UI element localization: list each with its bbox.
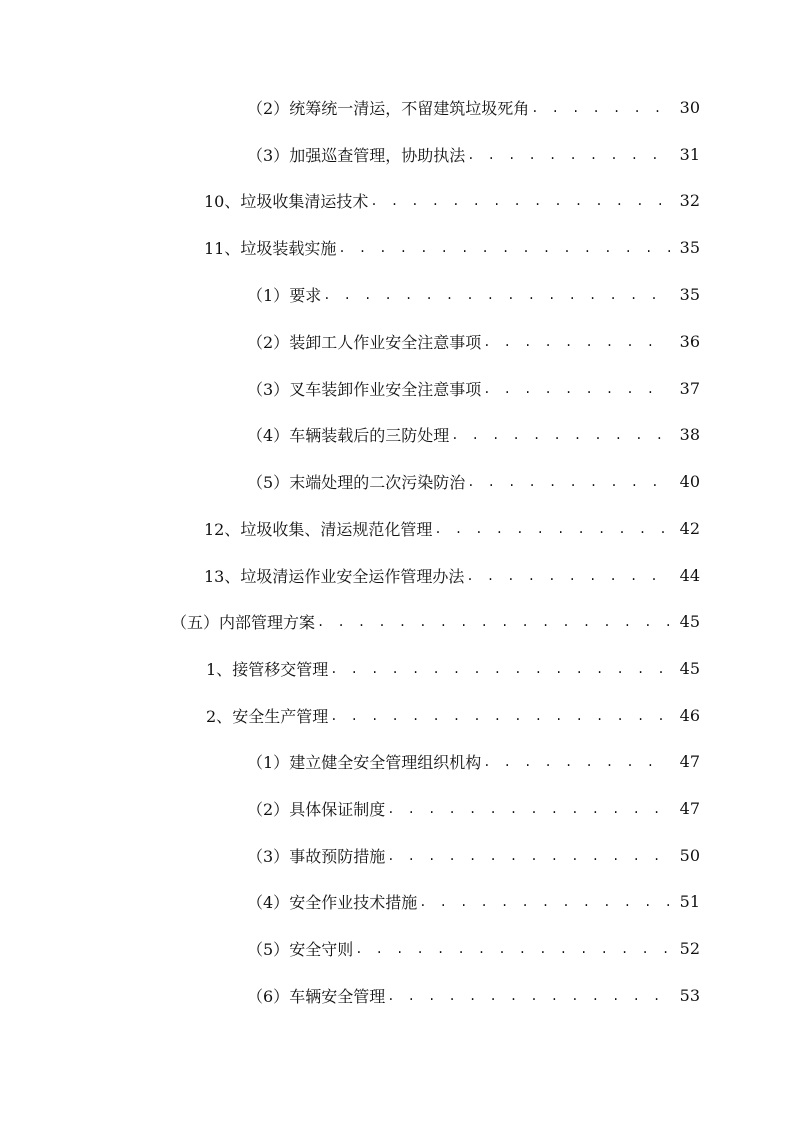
toc-entry[interactable] — [247, 421, 700, 447]
toc-entry-title: 垃圾收集清运技术 — [240, 191, 369, 211]
toc-entry-title: 安全守则 — [289, 939, 354, 959]
toc-entry-page: 30 — [679, 97, 700, 117]
toc-entry-title: 末端处理的二次污染防治 — [289, 472, 466, 492]
toc-entry-number: （1） — [247, 285, 290, 305]
toc-entry-page: 44 — [679, 565, 700, 585]
dot-leader — [338, 233, 670, 261]
toc-entry-title: 统筹统一清运，不留建筑垃圾死角 — [289, 98, 530, 118]
toc-entry-page: 46 — [679, 705, 700, 725]
toc-entry-number: 2、 — [206, 706, 233, 726]
toc-entry[interactable] — [247, 982, 700, 1008]
toc-entry[interactable] — [247, 888, 700, 914]
toc-entry-title: 车辆装载后的三防处理 — [289, 425, 450, 445]
dot-leader — [466, 561, 670, 589]
dot-leader — [330, 701, 670, 729]
dot-leader — [483, 747, 670, 775]
dot-leader — [467, 467, 670, 495]
dot-leader — [419, 887, 670, 915]
dot-leader — [370, 186, 670, 214]
toc-entry-number: 13、 — [204, 566, 241, 586]
toc-entry[interactable] — [247, 468, 700, 494]
toc-entry[interactable] — [247, 141, 700, 167]
toc-entry-title: 垃圾收集、清运规范化管理 — [240, 519, 433, 539]
toc-entry-title: 叉车装卸作业安全注意事项 — [289, 379, 482, 399]
toc-entry-page: 45 — [679, 611, 700, 631]
toc-entry-page: 37 — [679, 378, 700, 398]
toc-entry-title: 建立健全安全管理组织机构 — [289, 752, 482, 772]
toc-entry-number: （3） — [247, 846, 290, 866]
toc-entry-number: 11、 — [204, 238, 241, 258]
toc-entry-number: （4） — [247, 892, 290, 912]
toc-entry[interactable] — [204, 234, 700, 260]
toc-entry-number: （1） — [247, 752, 290, 772]
dot-leader — [387, 841, 670, 869]
toc-entry-number: （6） — [247, 986, 290, 1006]
toc-entry-page: 35 — [679, 284, 700, 304]
toc-entry-page: 36 — [679, 331, 700, 351]
toc-entry[interactable] — [204, 562, 700, 588]
toc-entry[interactable] — [171, 608, 700, 634]
toc-entry-number: （2） — [247, 98, 290, 118]
toc-entry-page: 52 — [679, 938, 700, 958]
toc-entry-page: 31 — [679, 144, 700, 164]
toc-entry-page: 32 — [679, 190, 700, 210]
toc-entry[interactable] — [247, 842, 700, 868]
dot-leader — [387, 794, 670, 822]
toc-entry[interactable] — [247, 328, 700, 354]
toc-entry[interactable] — [247, 795, 700, 821]
toc-entry-title: 具体保证制度 — [289, 799, 386, 819]
toc-entry-number: 10、 — [204, 191, 241, 211]
toc-entry[interactable] — [206, 655, 700, 681]
toc-entry-page: 40 — [679, 471, 700, 491]
toc-entry[interactable] — [247, 375, 700, 401]
toc-entry-title: 接管移交管理 — [232, 659, 329, 679]
dot-leader — [451, 420, 670, 448]
toc-entry-page: 53 — [679, 985, 700, 1005]
toc-entry-page: 47 — [679, 798, 700, 818]
toc-entry-page: 42 — [679, 518, 700, 538]
toc-entry-title: 事故预防措施 — [289, 846, 386, 866]
toc-entry-page: 47 — [679, 751, 700, 771]
dot-leader — [483, 374, 670, 402]
toc-entry[interactable] — [206, 702, 700, 728]
dot-leader — [323, 280, 670, 308]
toc-entry-number: （5） — [247, 472, 290, 492]
toc-entry-title: 加强巡查管理，协助执法 — [289, 145, 466, 165]
dot-leader — [467, 140, 670, 168]
toc-entry-page: 51 — [679, 891, 700, 911]
toc-entry-page: 35 — [679, 237, 700, 257]
dot-leader — [434, 514, 670, 542]
toc-entry[interactable] — [247, 935, 700, 961]
toc-entry-number: 1、 — [206, 659, 233, 679]
toc-entry-title: 安全作业技术措施 — [289, 892, 418, 912]
toc-entry[interactable] — [247, 748, 700, 774]
toc-entry-title: 垃圾装载实施 — [240, 238, 337, 258]
toc-entry-title: 装卸工人作业安全注意事项 — [289, 332, 482, 352]
toc-entry-number: （五） — [171, 612, 220, 632]
toc-entry-number: 12、 — [204, 519, 241, 539]
toc-entry-number: （4） — [247, 425, 290, 445]
toc-entry-page: 45 — [679, 658, 700, 678]
toc-entry-title: 车辆安全管理 — [289, 986, 386, 1006]
toc-entry[interactable] — [247, 94, 700, 120]
toc-entry-page: 50 — [679, 845, 700, 865]
toc-entry-number: （2） — [247, 799, 290, 819]
dot-leader — [387, 981, 670, 1009]
dot-leader — [355, 934, 670, 962]
toc-entry-title: 要求 — [289, 285, 322, 305]
dot-leader — [483, 327, 670, 355]
toc-entry-title: 安全生产管理 — [232, 706, 329, 726]
dot-leader — [330, 654, 670, 682]
toc-entry-title: 垃圾清运作业安全运作管理办法 — [240, 566, 465, 586]
toc-entry-number: （3） — [247, 379, 290, 399]
toc-entry-title: 内部管理方案 — [219, 612, 316, 632]
dot-leader — [317, 607, 670, 635]
toc-entry[interactable] — [247, 281, 700, 307]
toc-entry-page: 38 — [679, 424, 700, 444]
toc-entry[interactable] — [204, 515, 700, 541]
dot-leader — [531, 93, 670, 121]
toc-entry-number: （2） — [247, 332, 290, 352]
toc-entry[interactable] — [204, 187, 700, 213]
toc-entry-number: （5） — [247, 939, 290, 959]
toc-entry-number: （3） — [247, 145, 290, 165]
